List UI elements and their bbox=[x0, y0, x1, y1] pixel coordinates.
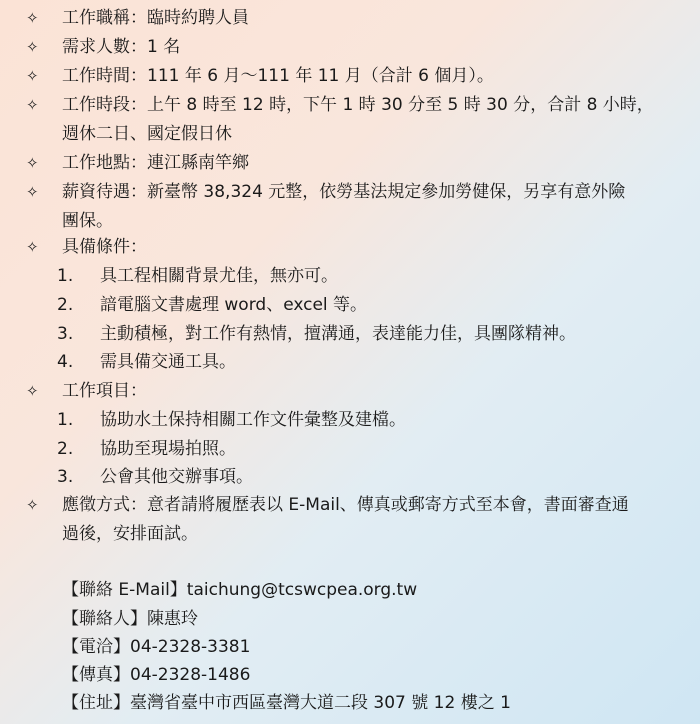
item-text: 工作職稱：臨時約聘人員 bbox=[62, 8, 249, 28]
list-text: 具工程相關背景尤佳，無亦可。 bbox=[100, 266, 338, 286]
list-number: 4. bbox=[57, 352, 74, 372]
contact-email: 【聯絡 E-Mail】taichung@tcswcpea.org.tw bbox=[62, 580, 418, 600]
item-text: 工作時段：上午 8 時至 12 時，下午 1 時 30 分至 5 時 30 分，合計 8 小時， bbox=[62, 95, 654, 115]
list-text: 公會其他交辦事項。 bbox=[100, 467, 253, 487]
list-text: 需具備交通工具。 bbox=[100, 352, 236, 372]
list-number: 2. bbox=[57, 295, 74, 315]
diamond-bullet-icon: ✧ bbox=[26, 67, 39, 85]
item-text: 應徵方式：意者請將履歷表以 E-Mail、傳真或郵寄方式至本會，書面審查通 bbox=[62, 495, 629, 515]
list-text: 協助至現場拍照。 bbox=[100, 439, 236, 459]
list-text: 主動積極，對工作有熱情，擅溝通，表達能力佳，具團隊精神。 bbox=[100, 324, 576, 344]
contact-person: 【聯絡人】陳惠玲 bbox=[62, 609, 198, 629]
diamond-bullet-icon: ✧ bbox=[26, 38, 39, 56]
list-number: 1. bbox=[57, 266, 74, 286]
diamond-bullet-icon: ✧ bbox=[26, 238, 39, 256]
item-text: 需求人數：1 名 bbox=[62, 37, 181, 57]
diamond-bullet-icon: ✧ bbox=[26, 382, 39, 400]
list-text: 協助水土保持相關工作文件彙整及建檔。 bbox=[100, 410, 406, 430]
item-text: 工作項目： bbox=[62, 381, 147, 401]
item-text-continued: 團保。 bbox=[62, 211, 113, 231]
item-text: 工作地點：連江縣南竿鄉 bbox=[62, 153, 249, 173]
item-text: 具備條件： bbox=[62, 237, 147, 257]
diamond-bullet-icon: ✧ bbox=[26, 154, 39, 172]
diamond-bullet-icon: ✧ bbox=[26, 496, 39, 514]
diamond-bullet-icon: ✧ bbox=[26, 9, 39, 27]
list-number: 1. bbox=[57, 410, 74, 430]
list-number: 3. bbox=[57, 324, 74, 344]
item-text-continued: 週休二日、國定假日休 bbox=[62, 124, 232, 144]
list-number: 3. bbox=[57, 467, 74, 487]
item-text: 工作時間：111 年 6 月～111 年 11 月（合計 6 個月）。 bbox=[62, 66, 494, 86]
item-text-continued: 過後，安排面試。 bbox=[62, 524, 198, 544]
diamond-bullet-icon: ✧ bbox=[26, 96, 39, 114]
diamond-bullet-icon: ✧ bbox=[26, 183, 39, 201]
contact-phone: 【電洽】04-2328-3381 bbox=[62, 637, 251, 657]
list-text: 諳電腦文書處理 word、excel 等。 bbox=[100, 295, 368, 315]
list-number: 2. bbox=[57, 439, 74, 459]
item-text: 薪資待遇：新臺幣 38,324 元整，依勞基法規定參加勞健保，另享有意外險 bbox=[62, 182, 626, 202]
contact-address: 【住址】臺灣省臺中市西區臺灣大道二段 307 號 12 樓之 1 bbox=[62, 693, 511, 713]
contact-fax: 【傳真】04-2328-1486 bbox=[62, 665, 251, 685]
